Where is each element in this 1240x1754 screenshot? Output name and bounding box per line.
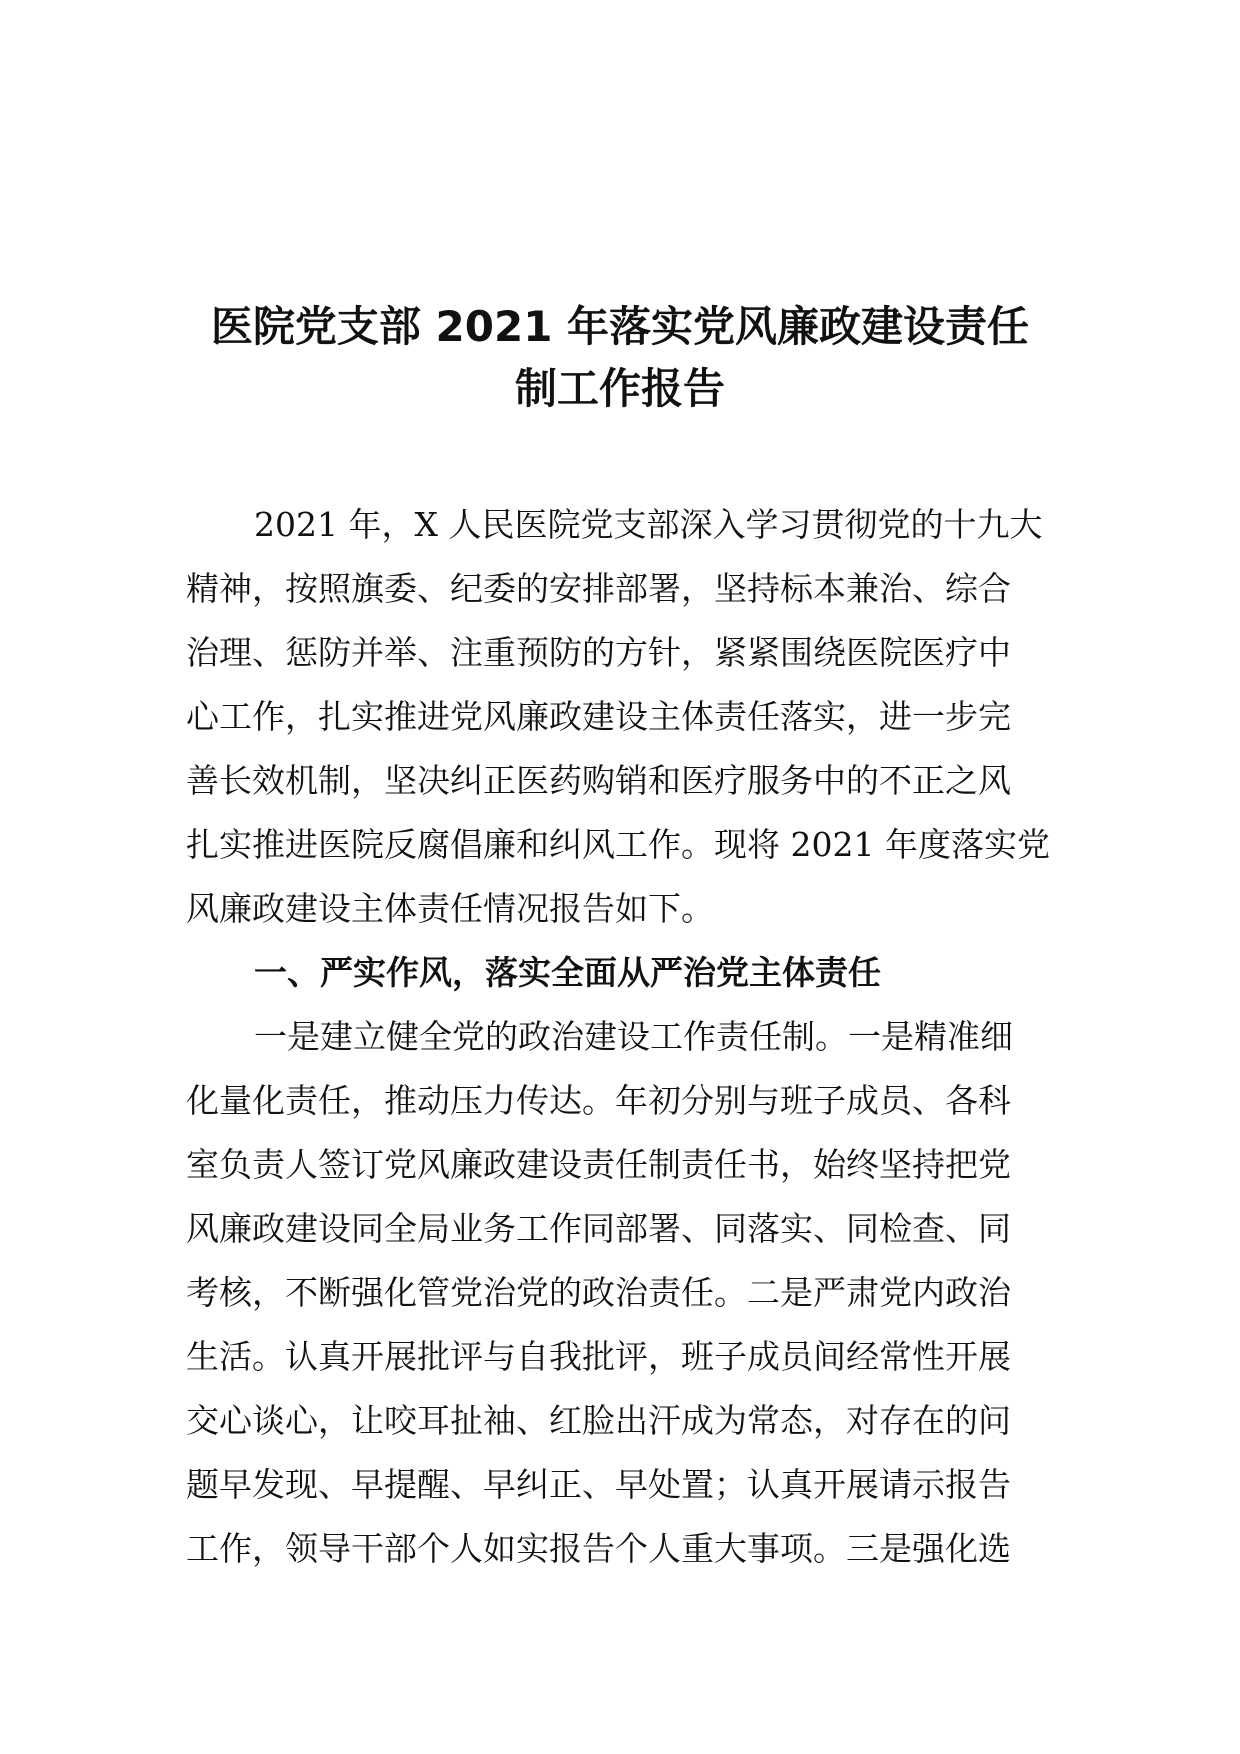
- body-text-line: 治理、惩防并举、注重预防的方针，紧紧围绕医院医疗中: [186, 633, 1011, 672]
- body-text-line: 风廉政建设主体责任情况报告如下。: [186, 889, 714, 928]
- body-text-line: 精神，按照旗委、纪委的安排部署，坚持标本兼治、综合: [186, 569, 1011, 608]
- body-text-line: 题早发现、早提醒、早纠正、早处置；认真开展请示报告: [186, 1465, 1011, 1504]
- body-text-line: 2021 年，X 人民医院党支部深入学习贯彻党的十九大: [254, 505, 1043, 544]
- body-text-line: 交心谈心，让咬耳扯袖、红脸出汗成为常态，对存在的问: [186, 1401, 1011, 1440]
- body-text-line: 风廉政建设同全局业务工作同部署、同落实、同检查、同: [186, 1209, 1011, 1248]
- body-text-line: 考核，不断强化管党治党的政治责任。二是严肃党内政治: [186, 1273, 1011, 1312]
- body-text-line: 室负责人签订党风廉政建设责任制责任书，始终坚持把党: [186, 1145, 1011, 1184]
- section-heading: 一、严实作风，落实全面从严治党主体责任: [254, 953, 881, 992]
- body-text-line: 工作，领导干部个人如实报告个人重大事项。三是强化选: [186, 1529, 1011, 1568]
- title-line-1: 医院党支部 2021 年落实党风廉政建设责任: [210, 302, 1030, 351]
- body-text-line: 一是建立健全党的政治建设工作责任制。一是精准细: [254, 1017, 1013, 1056]
- document-body: [186, 493, 1056, 1581]
- document-title: [160, 296, 1080, 420]
- body-text-line: 生活。认真开展批评与自我批评，班子成员间经常性开展: [186, 1337, 1011, 1376]
- body-text-line: 善长效机制，坚决纠正医药购销和医疗服务中的不正之风: [186, 761, 1011, 800]
- body-text-line: 心工作，扎实推进党风廉政建设主体责任落实，进一步完: [186, 697, 1011, 736]
- body-text-line: 化量化责任，推动压力传达。年初分别与班子成员、各科: [186, 1081, 1011, 1120]
- body-text-line: 扎实推进医院反腐倡廉和纠风工作。现将 2021 年度落实党: [186, 825, 1050, 864]
- title-line-2: 制工作报告: [514, 364, 725, 413]
